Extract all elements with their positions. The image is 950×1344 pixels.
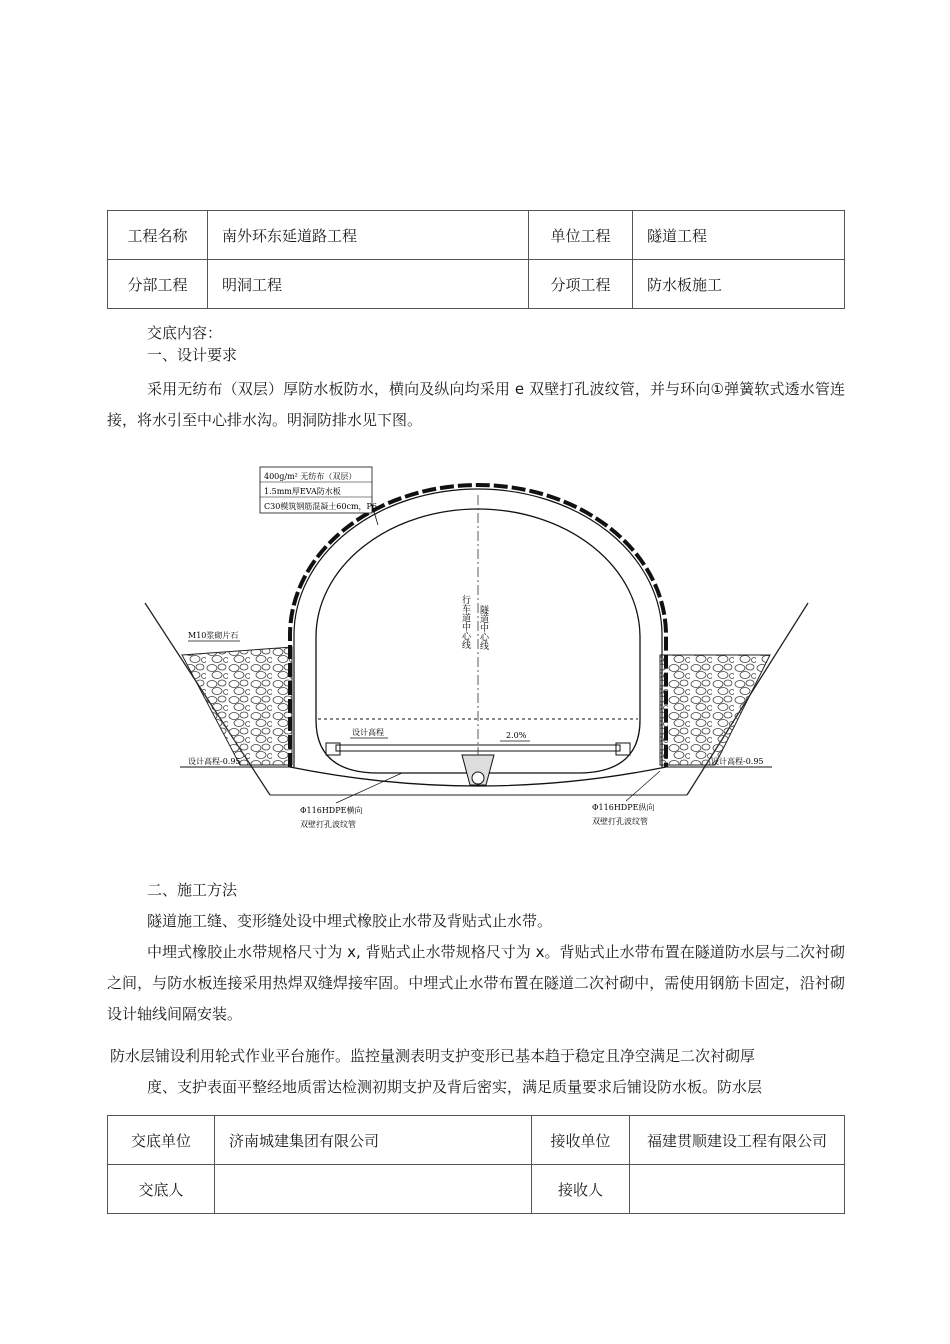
receiving-unit-value: 福建贯顺建设工程有限公司: [630, 1116, 845, 1165]
section2-title: 二、施工方法: [147, 881, 238, 899]
elevation-left-label: 设计高程-0.95: [188, 757, 241, 766]
legend-line1: 400g/m² 无纺布（双层）: [264, 472, 357, 481]
pipe-left-line2: 双壁打孔波纹管: [300, 820, 356, 829]
project-name-label: 工程名称: [108, 211, 208, 260]
masonry-label: M10浆砌片石: [188, 631, 239, 640]
receiving-unit-label: 接收单位: [532, 1116, 630, 1165]
footer-row-2: [108, 1165, 845, 1214]
header-row-2: [108, 260, 845, 309]
right-pipe-leader: [626, 771, 660, 801]
handover-unit-value: 济南城建集团有限公司: [215, 1116, 532, 1165]
division-label: 分部工程: [108, 260, 208, 309]
unit-work-value: 隧道工程: [633, 211, 845, 260]
sub-item-label: 分项工程: [529, 260, 633, 309]
division-value: 明洞工程: [208, 260, 529, 309]
handover-person-value: [215, 1165, 532, 1214]
footer-row-1: [108, 1116, 845, 1165]
section1-title: 一、设计要求: [147, 346, 238, 364]
project-name-value: 南外环东延道路工程: [208, 211, 529, 260]
right-masonry-fill: [660, 655, 770, 765]
center-drain-pipe: [472, 772, 484, 784]
legend-line2: 1.5mm厚EVA防水板: [264, 487, 341, 496]
legend-line3: C30模筑钢筋混凝土60cm，P6: [264, 502, 378, 511]
handover-person-label: 交底人: [108, 1165, 215, 1214]
tunnel-drainage-diagram: [140, 455, 820, 845]
section2-paragraph-2: 中埋式橡胶止水带规格尺寸为 x, 背贴式止水带规格尺寸为 x。背贴式止水带布置在隧道防水层与二次衬砌之间，与防水板连接采用热焊双缝焊接牢固。中埋式止水带布置在隧道二次衬砌中，需使用钢筋卡固定，沿衬砌设计轴线间隔安装。: [107, 943, 845, 1023]
design-elevation-label: 设计高程: [352, 728, 384, 737]
receiving-person-label: 接收人: [532, 1165, 630, 1214]
lane-center-label: 行车道中心线: [460, 595, 470, 649]
elevation-right-label: 设计高程-0.95: [711, 757, 764, 766]
slope-label: 2.0%: [506, 731, 527, 740]
section1-paragraph: 采用无纺布（双层）厚防水板防水，横向及纵向均采用 e 双壁打孔波纹管，并与环向①弹簧软式透水管连接，将水引至中心排水沟。明洞防排水见下图。: [107, 380, 845, 429]
pipe-left-line1: Φ116HDPE横向: [300, 806, 363, 815]
pipe-right-line1: Φ116HDPE纵向: [592, 803, 655, 812]
handover-unit-label: 交底单位: [108, 1116, 215, 1165]
left-pipe-leader: [336, 773, 402, 803]
section2-paragraph-1: 隧道施工缝、变形缝处设中埋式橡胶止水带及背贴式止水带。: [147, 912, 553, 930]
footer-table: [107, 1115, 845, 1214]
section2-paragraph-4: 度、支护表面平整经地质雷达检测初期支护及背后密实，满足质量要求后铺设防水板。防水层: [147, 1078, 763, 1096]
tunnel-center-label: 隧道中心线: [478, 605, 488, 650]
unit-work-label: 单位工程: [529, 211, 633, 260]
header-row-1: [108, 211, 845, 260]
left-masonry-fill: [182, 647, 292, 765]
sub-item-value: 防水板施工: [633, 260, 845, 309]
content-intro: 交底内容：: [147, 324, 223, 342]
section2-paragraph-3: 防水层铺设利用轮式作业平台施作。监控量测表明支护变形已基本趋于稳定且净空满足二次衬砌厚: [110, 1047, 756, 1065]
pipe-right-line2: 双壁打孔波纹管: [592, 817, 648, 826]
header-table: [107, 210, 845, 309]
receiving-person-value: [630, 1165, 845, 1214]
